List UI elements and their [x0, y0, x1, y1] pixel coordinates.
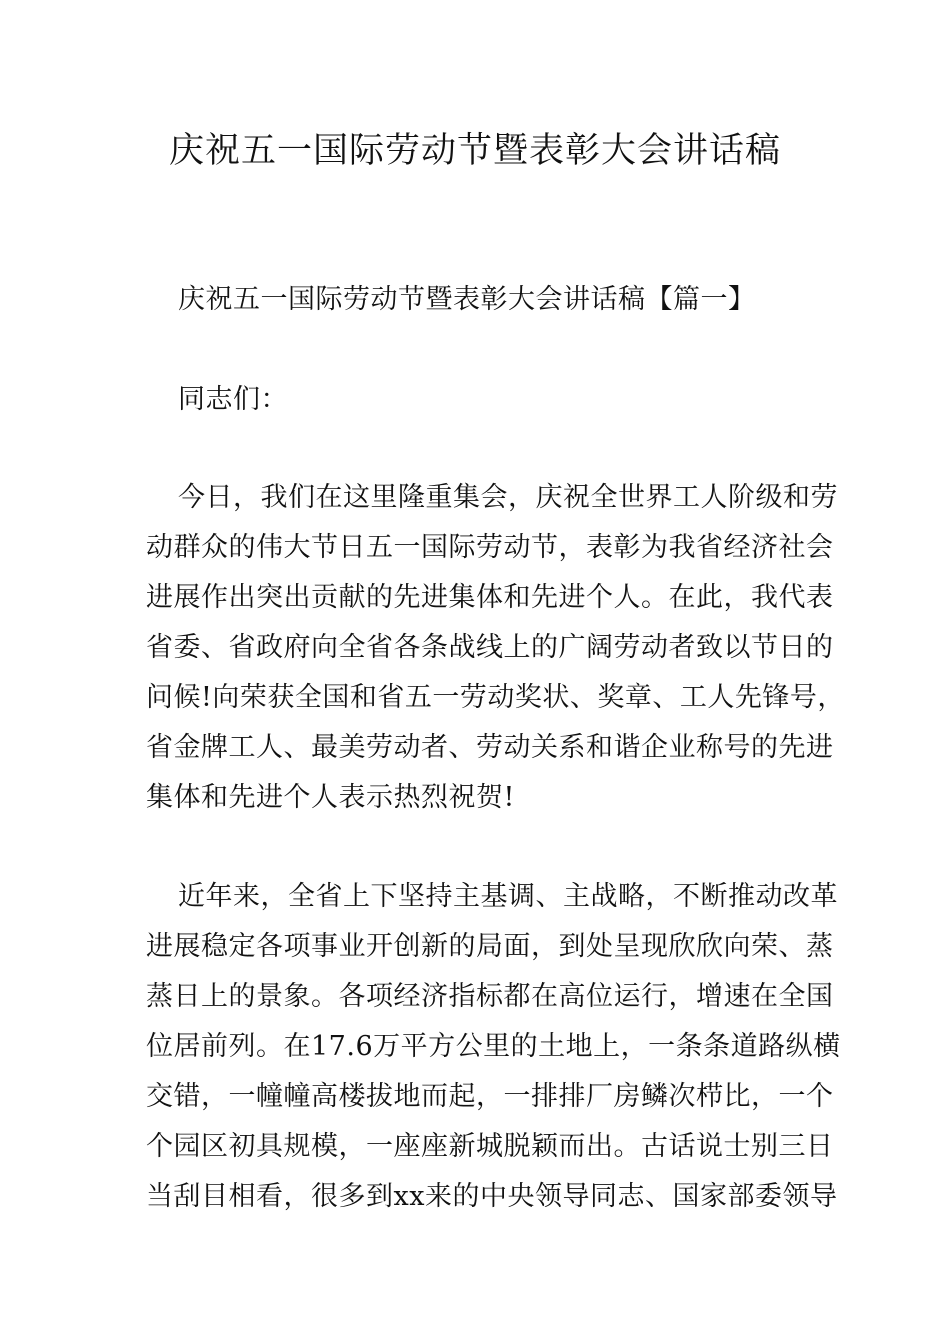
paragraph-line: 省委、省政府向全省各条战线上的广阔劳动者致以节日的 [146, 632, 834, 663]
paragraph-line: 今日，我们在这里隆重集会，庆祝全世界工人阶级和劳 [178, 482, 838, 513]
paragraph-line: 蒸日上的景象。各项经济指标都在高位运行，增速在全国 [146, 981, 834, 1012]
paragraph-line: 进展作出突出贡献的先进集体和先进个人。在此，我代表 [146, 582, 834, 613]
document-title: 庆祝五一国际劳动节暨表彰大会讲话稿 [168, 131, 781, 171]
paragraph-line: 动群众的伟大节日五一国际劳动节，表彰为我省经济社会 [146, 532, 834, 563]
paragraph-line: 省金牌工人、最美劳动者、劳动关系和谐企业称号的先进 [146, 732, 834, 763]
paragraph-line: 位居前列。在17.6万平方公里的土地上，一条条道路纵横 [146, 1031, 841, 1062]
paragraph-line: 当刮目相看，很多到xx来的中央领导同志、国家部委领导 [146, 1181, 838, 1212]
paragraph-line: 个园区初具规模，一座座新城脱颖而出。古话说士别三日 [146, 1131, 834, 1162]
salutation: 同志们： [178, 384, 288, 415]
paragraph-line: 近年来，全省上下坚持主基调、主战略，不断推动改革 [178, 881, 838, 912]
paragraph-line: 交错，一幢幢高楼拔地而起，一排排厂房鳞次栉比，一个 [146, 1081, 834, 1112]
section-heading: 庆祝五一国际劳动节暨表彰大会讲话稿【篇一】 [178, 284, 756, 315]
paragraph-line: 问候!向荣获全国和省五一劳动奖状、奖章、工人先锋号， [146, 682, 845, 713]
paragraph-line: 进展稳定各项事业开创新的局面，到处呈现欣欣向荣、蒸 [146, 931, 834, 962]
paragraph-line: 集体和先进个人表示热烈祝贺! [146, 782, 515, 813]
